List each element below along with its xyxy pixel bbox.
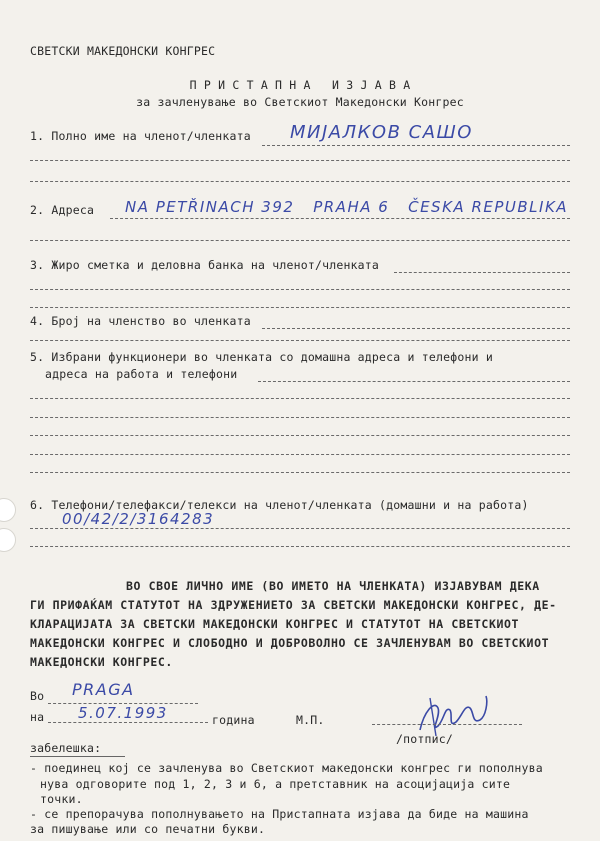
field-5-extra-line-b bbox=[30, 417, 570, 418]
year-label: година bbox=[212, 713, 255, 727]
field-2-line bbox=[110, 218, 570, 219]
field-5-extra-line-a bbox=[30, 398, 570, 399]
declaration-line-2: ГИ ПРИФАЌАМ СТАТУТОТ НА ЗДРУЖЕНИЕТО ЗА СВЕТСКИ МАКЕДОНСКИ КОНГРЕС, ДЕ- bbox=[30, 598, 557, 612]
field-1-line bbox=[262, 145, 570, 146]
note-1-line-1: - поединец кој се зачленува во Светскиот македонски конгрес ги пополнува bbox=[30, 761, 543, 775]
field-2-extra-line bbox=[30, 240, 570, 241]
field-4-line bbox=[262, 328, 570, 329]
place-label: Во bbox=[30, 689, 45, 703]
stamp-label: М.П. bbox=[296, 713, 325, 727]
date-label: на bbox=[30, 710, 45, 724]
field-3-label: 3. Жиро сметка и деловна банка на членот/членката bbox=[30, 258, 380, 272]
field-1-extra-line-b bbox=[30, 181, 570, 182]
organization-name: СВЕТСКИ МАКЕДОНСКИ КОНГРЕС bbox=[30, 44, 216, 58]
field-5-label-line2: адреса на работа и телефони bbox=[45, 367, 238, 381]
place-value[interactable]: PRAGA bbox=[72, 680, 135, 699]
note-1-line-3: точки. bbox=[40, 792, 83, 806]
field-6-extra-line bbox=[30, 546, 570, 547]
note-1-line-2: нува одговорите под 1, 2, 3 и 6, а претставник на асоцијација сите bbox=[40, 777, 511, 791]
field-1-label: 1. Полно име на членот/членката bbox=[30, 129, 251, 143]
field-5-line bbox=[258, 381, 570, 382]
note-2-line-1: - се препорачува пополнувањето на Пристапната изјава да биде на машина bbox=[30, 807, 529, 821]
note-2-line-2: за пишување или со печатни букви. bbox=[30, 822, 266, 836]
declaration-line-3: КЛАРАЦИЈАТА ЗА СВЕТСКИ МАКЕДОНСКИ КОНГРЕС И СТАТУТОТ НА СВЕТСКИОТ bbox=[30, 617, 520, 631]
signature-label: /потпис/ bbox=[396, 732, 453, 746]
form-title: П Р И С Т А П Н А И З Ј А В А bbox=[189, 78, 411, 92]
field-5-extra-line-e bbox=[30, 472, 570, 473]
field-4-extra-line bbox=[30, 340, 570, 341]
field-2-value[interactable]: NA PETŘINACH 392 PRAHA 6 ČESKA REPUBLIKA bbox=[125, 198, 569, 216]
punch-hole-top bbox=[0, 498, 16, 522]
date-value[interactable]: 5.07.1993 bbox=[78, 704, 168, 722]
field-6-line bbox=[30, 528, 570, 529]
field-1-value[interactable]: МИЈАЛКОВ САШО bbox=[290, 122, 473, 143]
notes-underline bbox=[30, 756, 125, 757]
date-line bbox=[48, 722, 208, 723]
declaration-line-5: МАКЕДОНСКИ КОНГРЕС. bbox=[30, 655, 173, 669]
field-2-label: 2. Адреса bbox=[30, 203, 95, 217]
punch-hole-bottom bbox=[0, 528, 16, 552]
field-3-extra-line-b bbox=[30, 307, 570, 308]
signature-line bbox=[372, 724, 522, 725]
notes-heading: забелешка: bbox=[30, 741, 102, 755]
field-4-label: 4. Број на членство во членката bbox=[30, 314, 251, 328]
field-5-extra-line-d bbox=[30, 454, 570, 455]
field-5-extra-line-c bbox=[30, 435, 570, 436]
field-3-extra-line-a bbox=[30, 289, 570, 290]
field-3-line bbox=[394, 272, 570, 273]
form-subtitle: за зачленување во Светскиот Македонски Конгрес bbox=[136, 95, 464, 109]
field-1-extra-line-a bbox=[30, 160, 570, 161]
field-6-value[interactable]: 00/42/2/3164283 bbox=[62, 510, 215, 528]
declaration-line-1: ВО СВОЕ ЛИЧНО ИМЕ (ВО ИМЕТО НА ЧЛЕНКАТА) ИЗЈАВУВАМ ДЕКА bbox=[126, 579, 540, 593]
field-5-label-line1: 5. Избрани функционери во членката со домашна адреса и телефони и bbox=[30, 350, 494, 364]
field-6-label: 6. Телефони/телефакси/телекси на членот/членката (домашни и на работа) bbox=[30, 498, 529, 512]
declaration-line-4: МАКЕДОНСКИ КОНГРЕС И СЛОБОДНО И ДОБРОВОЛНО СЕ ЗАЧЛЕНУВАМ ВО СВЕТСКИОТ bbox=[30, 636, 550, 650]
